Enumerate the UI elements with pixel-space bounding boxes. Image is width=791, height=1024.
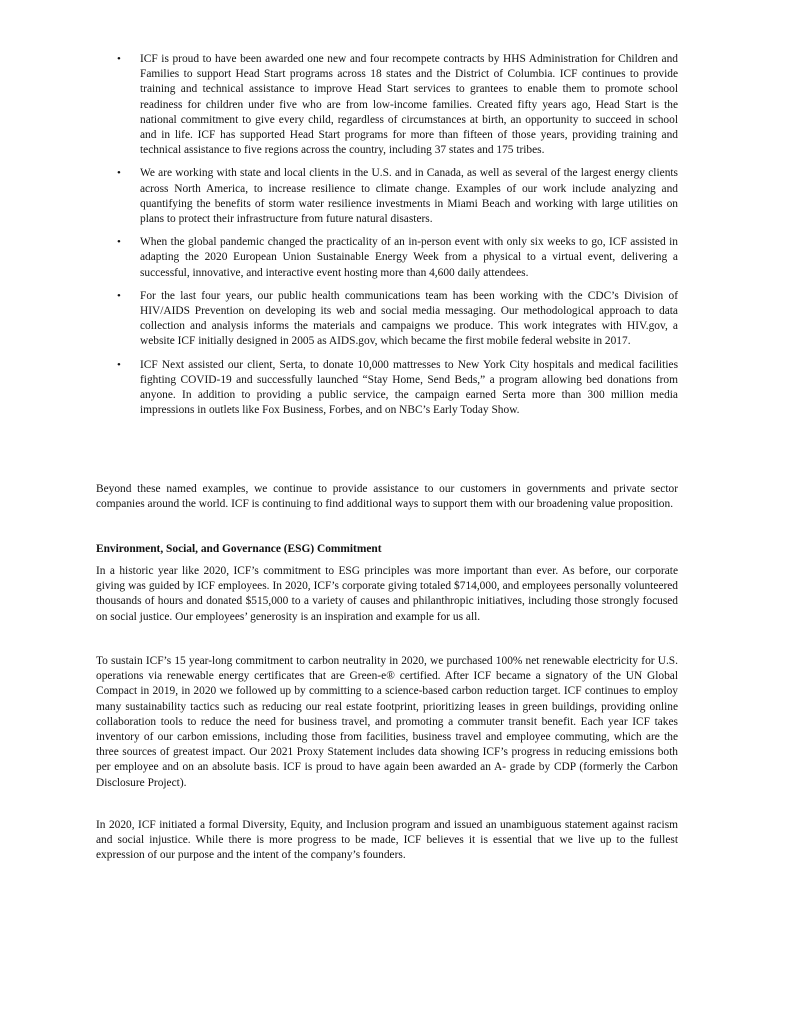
bullet-item-energy-week bbox=[96, 235, 678, 281]
esg-carbon-paragraph: To sustain ICF’s 15 year-long commitment to carbon neutrality in 2020, we purchased 100% net renewable electricity for U.S. operations via renewable energy certificates that are Green-e® certified. After ICF became a signatory of the UN Global Compact in 2019, in 2020 we followed up by committing to a science-based carbon reduction target. ICF continues to employ many sustainability tactics such as reducing our real estate footprint, prioritizing leases in green buildings, providing online collaboration tools to reduce the need for business travel, and promoting a commuter transit benefit. Each year ICF takes inventory of our carbon emissions, including those from facilities, business travel and employee commuting, which are the three sources of greatest impact. Our 2021 Proxy Statement includes data showing ICF’s progress in reducing emissions both per employee and on an absolute basis. ICF is proud to have again been awarded an A- grade by CDP (formerly the Carbon Disclosure Project). bbox=[96, 655, 678, 789]
bullet-item-head-start bbox=[96, 52, 678, 158]
bullet-icon: • bbox=[117, 236, 121, 249]
bullet-icon: • bbox=[117, 53, 121, 65]
beyond-examples-paragraph: Beyond these named examples, we continue to provide assistance to our customers in governments and private sector companies around the world. ICF is continuing to find additional ways to support them with our broadening value proposition. bbox=[96, 483, 678, 511]
accomplishments-bullet-list bbox=[96, 52, 678, 426]
bullet-text: For the last four years, our public health communications team has been working with the CDC’s Division of HIV/AIDS Prevention on developing its web and social media messaging. Our methodological approach to data collection and analysis informs the materials and campaigns we produce. This work integrates with HIV.gov, a website ICF initially designed in 2005 as AIDS.gov, which became the first mobile federal website in 2017. bbox=[140, 289, 678, 348]
bullet-icon: • bbox=[117, 289, 121, 302]
esg-dei-paragraph: In 2020, ICF initiated a formal Diversity, Equity, and Inclusion program and issued an unambiguous statement against racism and social injustice. While there is more progress to be made, ICF believes it is essential that we live up to the fullest expression of our purpose and the intent of the company’s founders. bbox=[96, 819, 678, 862]
bullet-icon: • bbox=[117, 167, 121, 180]
bullet-text: We are working with state and local clients in the U.S. and in Canada, as well as several of the largest energy clients across North America, to increase resilience to climate change. Examples of our work include analyzing and quantifying the benefits of storm water resilience investments in Miami Beach and working with large utilities on plans to protect their infrastructure from future natural disasters. bbox=[140, 167, 678, 226]
bullet-text: ICF is proud to have been awarded one new and four recompete contracts by HHS Administration for Children and Families to support Head Start programs across 18 states and the District of Columbia. ICF continues to provide training and technical assistance to improve Head Start services to grantees to enable them to promote school readiness for children under five who are from low-income families. Created fifty years ago, Head Start is the national commitment to give every child, regardless of circumstances at birth, an opportunity to succeed in school and in life. ICF has supported Head Start programs for more than fifteen of those years, providing training and technical assistance to five regions across the country, including 37 states and 175 tribes. bbox=[140, 53, 678, 157]
esg-section-heading: Environment, Social, and Governance (ESG) Commitment bbox=[96, 543, 382, 555]
bullet-item-serta bbox=[96, 358, 678, 419]
esg-giving-paragraph: In a historic year like 2020, ICF’s commitment to ESG principles was more important than ever. As before, our corporate giving was guided by ICF employees. In 2020, ICF’s corporate giving totaled $714,000, and employees personally volunteered thousands of hours and donated $515,000 to a variety of causes and philanthropic initiatives, including those strongly focused on social justice. Our employees’ generosity is an inspiration and example for us all. bbox=[96, 565, 678, 623]
bullet-text: When the global pandemic changed the practicality of an in-person event with only six weeks to go, ICF assisted in adapting the 2020 European Union Sustainable Energy Week from a physical to a virtual event, delivering a successful, innovative, and interactive event hosting more than 4,600 daily attendees. bbox=[140, 236, 678, 279]
bullet-text: ICF Next assisted our client, Serta, to donate 10,000 mattresses to New York City hospitals and medical facilities fighting COVID-19 and successfully launched “Stay Home, Send Beds,” a program allowing bed donations from anyone. In addition to providing a public service, the campaign earned Serta more than 300 million media impressions in outlets like Fox Business, Forbes, and on NBC’s Early Today Show. bbox=[140, 358, 678, 417]
bullet-item-cdc-hiv bbox=[96, 289, 678, 350]
bullet-item-climate-resilience bbox=[96, 166, 678, 227]
bullet-icon: • bbox=[117, 358, 121, 371]
